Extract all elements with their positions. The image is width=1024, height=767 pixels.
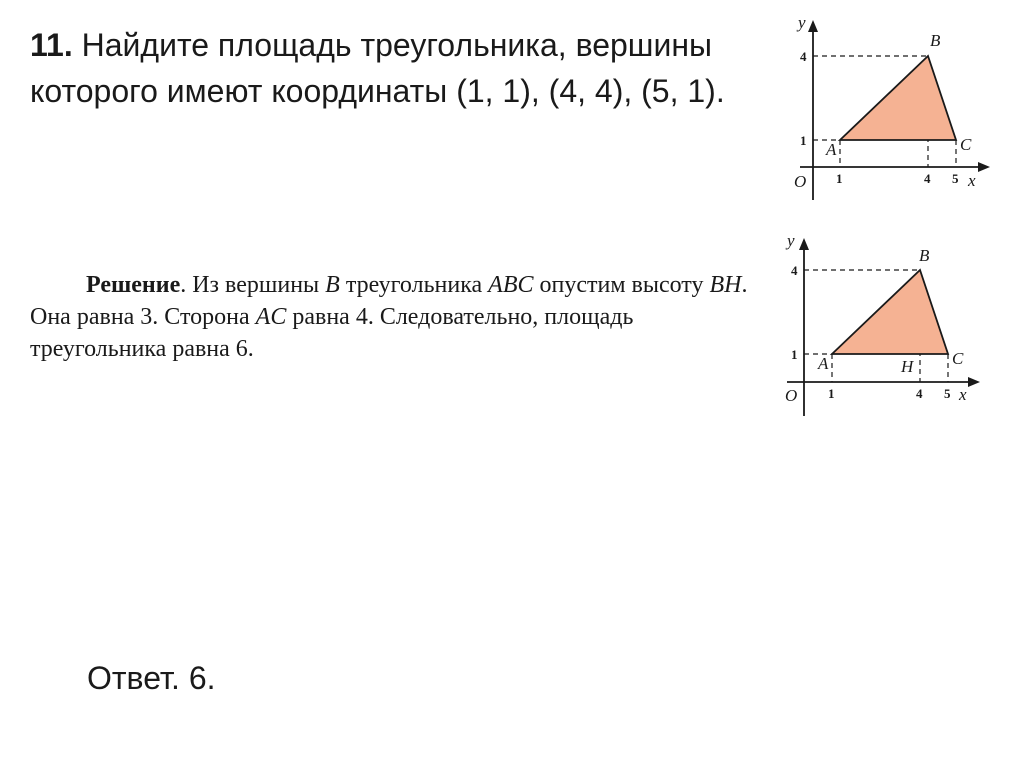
solution-text: равна 4. Следовательно, площадь треугольника равна 6. [30, 304, 634, 362]
y-tick-4: 4 [791, 263, 798, 278]
solution-var: ABC [488, 272, 534, 298]
answer-line [87, 660, 216, 696]
solution-paragraph [30, 269, 750, 365]
x-axis-label: x [959, 385, 967, 404]
vertex-b-label: B [919, 246, 930, 265]
y-tick-1: 1 [791, 347, 798, 362]
vertex-b-label: B [930, 31, 941, 50]
solution-label: Решение [86, 272, 181, 298]
x-tick-5: 5 [944, 386, 951, 401]
y-axis-label: y [798, 13, 806, 32]
foot-h-label: H [901, 357, 914, 376]
x-axis-label: x [968, 171, 976, 190]
problem-number: 11. [30, 27, 73, 63]
origin-label: O [785, 386, 798, 405]
y-tick-1: 1 [800, 133, 807, 148]
triangle-abc [832, 270, 948, 354]
x-tick-4: 4 [916, 386, 923, 401]
vertex-a-label: A [826, 140, 837, 159]
answer-label: Ответ [87, 660, 172, 696]
problem-statement [30, 22, 740, 114]
y-axis-arrow [808, 20, 818, 32]
answer-value: . 6. [171, 660, 216, 696]
vertex-c-label: C [952, 349, 964, 368]
x-axis-arrow [968, 377, 980, 387]
x-tick-5: 5 [952, 171, 959, 186]
y-tick-4: 4 [800, 49, 807, 64]
y-axis-label: y [787, 231, 795, 250]
origin-label: O [794, 172, 807, 191]
solution-text: . Из вершины [180, 272, 326, 298]
y-axis-arrow [799, 238, 809, 250]
solution-text: треугольника [339, 272, 489, 298]
triangle-figure-2 [775, 230, 990, 420]
solution-var: AC [255, 304, 287, 330]
x-tick-1: 1 [828, 386, 835, 401]
problem-text: Найдите площадь треугольника, вершины которого имеют координаты (1, 1), (4, 4), (5, 1). [30, 27, 725, 109]
solution-var: BH [709, 272, 742, 298]
triangle-figure-1 [780, 10, 1000, 205]
x-tick-4: 4 [924, 171, 931, 186]
x-tick-1: 1 [836, 171, 843, 186]
solution-var: B [325, 272, 340, 298]
solution-text: опустим высоту [533, 272, 710, 298]
triangle-abc [840, 56, 956, 140]
x-axis-arrow [978, 162, 990, 172]
vertex-a-label: A [818, 354, 829, 373]
solution-text: . Она равна 3. Сторона [30, 272, 748, 330]
vertex-c-label: C [960, 135, 972, 154]
